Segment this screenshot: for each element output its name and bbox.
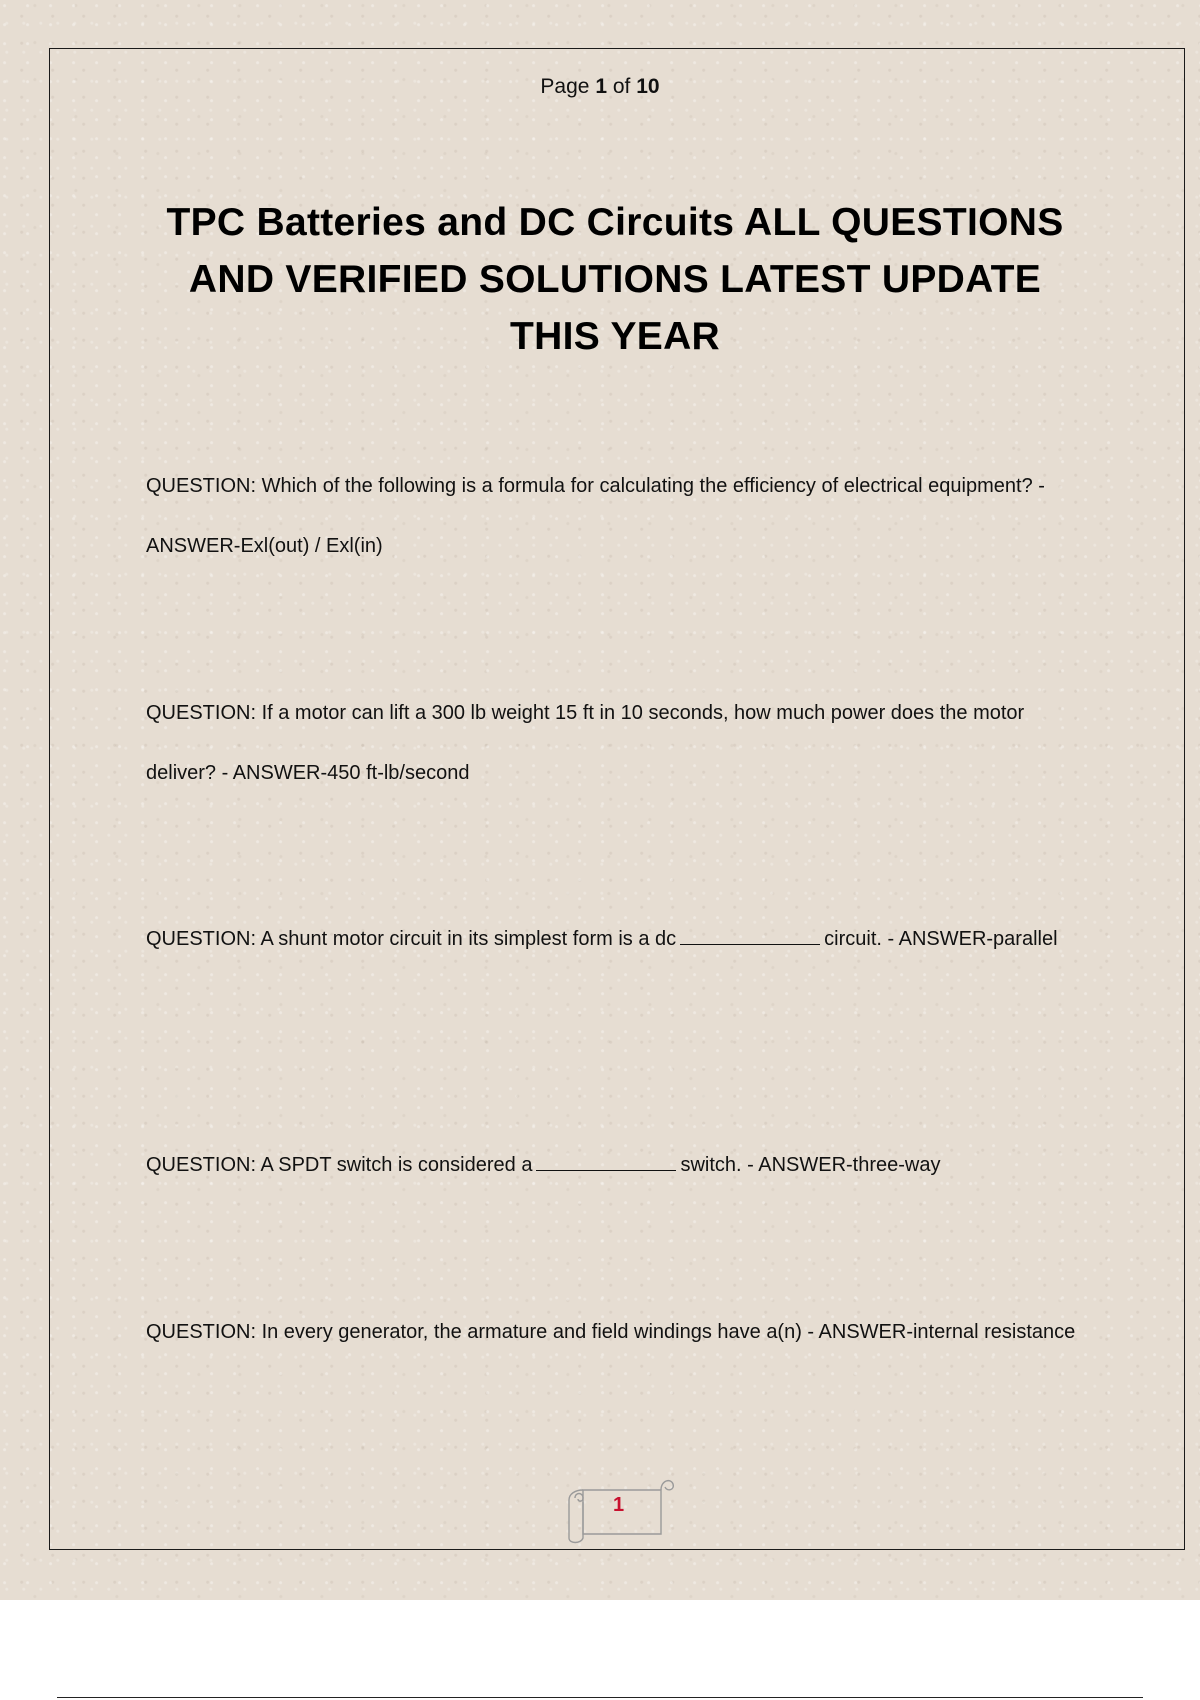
- question-3-answer: circuit. - ANSWER-parallel: [824, 928, 1058, 950]
- total-pages-number: 10: [636, 75, 660, 98]
- page-word: Page: [540, 75, 590, 98]
- document-title: TPC Batteries and DC Circuits ALL QUESTIONS AND VERIFIED SOLUTIONS LATEST UPDATE THIS YEAR: [166, 201, 1064, 358]
- question-5: [146, 1302, 1086, 1362]
- footer-divider: [57, 1697, 1143, 1698]
- question-1: [146, 456, 1086, 576]
- question-2: [146, 683, 1086, 803]
- question-3-text: QUESTION: A shunt motor circuit in its simplest form is a dc: [146, 928, 677, 950]
- question-2-text: QUESTION: If a motor can lift a 300 lb weight 15 ft in 10 seconds, how much power does the motor deliver? - ANSWER-450 ft-lb/second: [146, 702, 1025, 784]
- page-number: 1: [612, 1494, 625, 1516]
- fill-in-blank: [680, 944, 820, 945]
- page-indicator: [0, 75, 1200, 99]
- fill-in-blank: [536, 1170, 676, 1171]
- of-word: of: [612, 75, 631, 98]
- question-4-text: QUESTION: A SPDT switch is considered a: [146, 1154, 533, 1176]
- question-1-text: QUESTION: Which of the following is a formula for calculating the efficiency of electrical equipment? - ANSWER-Exl(out) / Exl(in): [146, 475, 1045, 557]
- page-number-scroll: [561, 1466, 671, 1546]
- question-4-answer: switch. - ANSWER-three-way: [680, 1154, 941, 1176]
- question-5-text: QUESTION: In every generator, the armature and field windings have a(n) - ANSWER-internal resistance: [146, 1321, 1076, 1343]
- question-4: [146, 1135, 1086, 1195]
- question-3: [146, 909, 1086, 969]
- current-page-number: 1: [595, 75, 607, 98]
